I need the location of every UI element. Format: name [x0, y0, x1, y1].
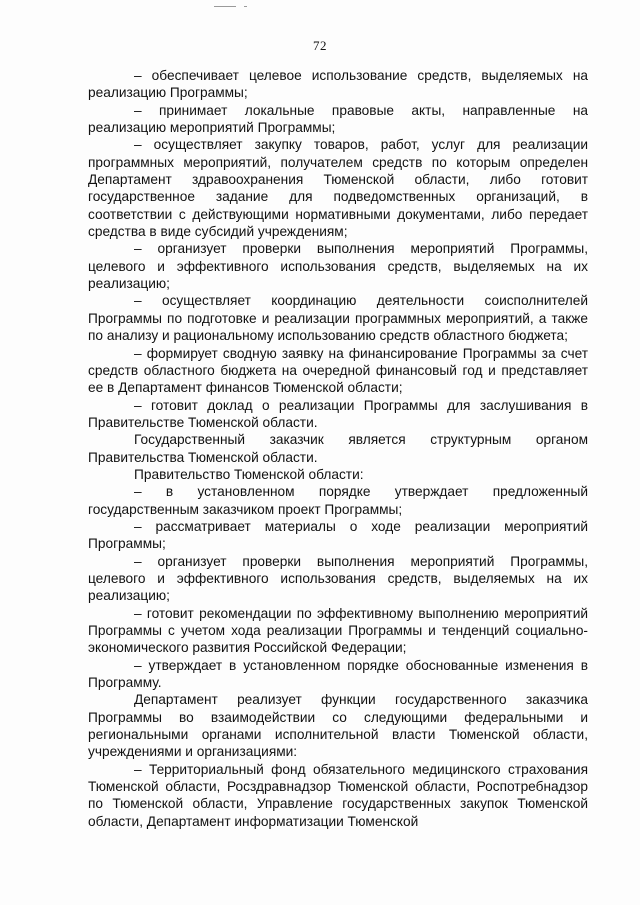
document-body: [88, 67, 588, 830]
paragraph-coordination: – осуществляет координацию деятельности соисполнителей Программы по подготовке и реализации программных мероприятий, а также по анализу и рациональному использованию средств областного бюджета;: [88, 293, 588, 344]
paragraph-organizes-inspections: – организует проверки выполнения мероприятий Программы, целевого и эффективного использования средств, выделяемых на их реализацию;: [88, 241, 588, 292]
paragraph-recommendations: – готовит рекомендации по эффективному выполнению мероприятий Программы с учетом хода реализации Программы и тенденций социально-экономического развития Российской Федерации;: [88, 605, 588, 656]
page-number: 72: [313, 38, 327, 53]
paragraph-funding-request: – формирует сводную заявку на финансирование Программы за счет средств областного бюджета на очередной финансовый год и представляет ее в Департамент финансов Тюменской области;: [88, 345, 588, 396]
paragraph-procurement: – осуществляет закупку товаров, работ, услуг для реализации программных мероприятий, получателем средств по которым определен Департамент здравоохранения Тюменской области, либо готовит государственное задание для подведомственных организаций, в соответствии с действующими нормативными документами, либо передает средства в виде субсидий учреждениям;: [88, 137, 588, 240]
paragraph-adopts-local-acts: – принимает локальные правовые акты, направленные на реализацию мероприятий Программы;: [88, 102, 588, 136]
paragraph-state-customer: Государственный заказчик является структурным органом Правительства Тюменской области.: [88, 432, 588, 465]
paragraph-approves-changes: – утверждает в установленном порядке обоснованные изменения в Программу.: [88, 657, 588, 691]
paragraph-department-functions: Департамент реализует функции государственного заказчика Программы во взаимодействии со следующими федеральными и региональными органами исполнительной власти Тюменской области, учреждениями и организациями:: [88, 692, 588, 760]
scan-artifact-line: [214, 6, 236, 7]
paragraph-ensures-target-use: – обеспечивает целевое использование средств, выделяемых на реализацию Программы;: [88, 68, 588, 101]
paragraph-prepares-report: – готовит доклад о реализации Программы для заслушивания в Правительстве Тюменской области.: [88, 397, 588, 430]
paragraph-interacting-bodies: – Территориальный фонд обязательного медицинского страхования Тюменской области, Росздравнадзор Тюменской области, Роспотребнадзор по Тюменской области, Управление государственных закупок Тюменской области, Департамент информатизации Тюменской: [88, 761, 588, 829]
scan-artifact-dot: [244, 6, 247, 7]
paragraph-approves-project: – в установленном порядке утверждает предложенный государственным заказчиком проект Программы;: [88, 484, 588, 517]
paragraph-government-heading: Правительство Тюменской области:: [134, 466, 364, 482]
paragraph-government-inspections: – организует проверки выполнения мероприятий Программы, целевого и эффективного использования средств, выделяемых на их реализацию;: [88, 553, 588, 604]
paragraph-reviews-materials: – рассматривает материалы о ходе реализации мероприятий Программы;: [88, 518, 588, 552]
